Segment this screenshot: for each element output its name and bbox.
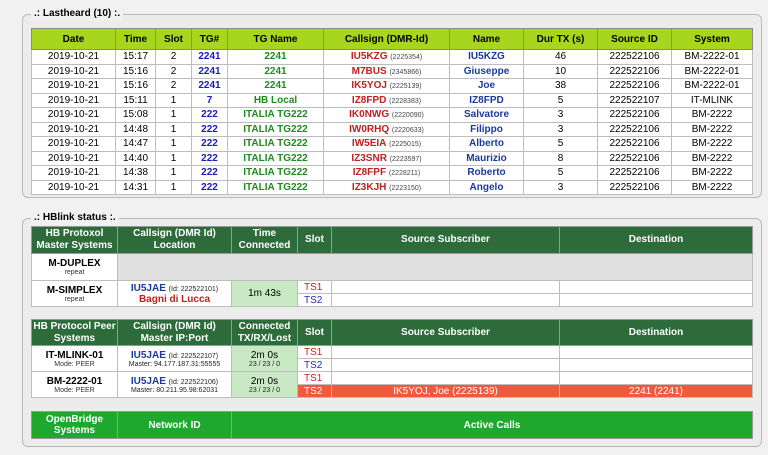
callsign-cell bbox=[324, 166, 450, 181]
duration-cell: 8 bbox=[524, 151, 598, 166]
time-cell: 15:16 bbox=[116, 64, 156, 79]
tg-cell: 222 bbox=[192, 180, 228, 195]
tg-cell: 2241 bbox=[192, 79, 228, 94]
peer-row-ts1 bbox=[32, 372, 753, 385]
col-tg: TG# bbox=[192, 29, 228, 50]
source-id-cell: 222522106 bbox=[598, 137, 672, 152]
tg-name-cell: 2241 bbox=[228, 79, 324, 94]
date-cell: 2019-10-21 bbox=[32, 122, 116, 137]
master-mode: repeat bbox=[64, 295, 85, 303]
slot-ts2: TS2 bbox=[298, 294, 332, 307]
callsign: IW0RHQ bbox=[349, 123, 390, 135]
master-header-row bbox=[32, 227, 753, 254]
dmr-id: (2223150) bbox=[389, 184, 422, 192]
peer-source-header: Source Subscriber bbox=[332, 320, 560, 346]
date-cell: 2019-10-21 bbox=[32, 151, 116, 166]
system-cell: BM-2222-01 bbox=[672, 64, 753, 79]
date-cell: 2019-10-21 bbox=[32, 64, 116, 79]
destination-active: 2241 (2241) bbox=[560, 385, 753, 398]
openbridge-systems-header: OpenBridge Systems bbox=[32, 412, 118, 439]
peer-callsign-cell bbox=[118, 372, 232, 398]
tg-cell: 222 bbox=[192, 122, 228, 137]
date-cell: 2019-10-21 bbox=[32, 108, 116, 123]
master-slot-header: Slot bbox=[298, 227, 332, 254]
time-cell: 14:40 bbox=[116, 151, 156, 166]
peer-proto-header: HB Protocol Peer Systems bbox=[33, 320, 116, 344]
source-subscriber-ts1 bbox=[332, 372, 560, 385]
time-cell: 15:17 bbox=[116, 50, 156, 65]
duration-cell: 46 bbox=[524, 50, 598, 65]
slot-cell: 2 bbox=[156, 50, 192, 65]
date-cell: 2019-10-21 bbox=[32, 50, 116, 65]
date-cell: 2019-10-21 bbox=[32, 137, 116, 152]
peer-dmr-id: (Id: 222522106) bbox=[168, 378, 219, 386]
source-id-cell: 222522106 bbox=[598, 122, 672, 137]
peer-callsign: IU5JAE bbox=[130, 349, 166, 361]
peer-mode: Mode: PEER bbox=[54, 386, 95, 394]
peer-connected-cell bbox=[232, 346, 298, 372]
callsign-cell bbox=[324, 64, 450, 79]
lastheard-panel bbox=[22, 8, 762, 198]
master-mode: repeat bbox=[64, 269, 85, 276]
master-time-header: Time Connected bbox=[232, 227, 298, 254]
slot-cell: 1 bbox=[156, 137, 192, 152]
master-dest-header: Destination bbox=[560, 227, 753, 254]
callsign-cell bbox=[324, 151, 450, 166]
lastheard-row bbox=[32, 79, 753, 94]
lastheard-row bbox=[32, 93, 753, 108]
callsign: IW5EIA bbox=[351, 138, 387, 150]
callsign-cell bbox=[324, 93, 450, 108]
tg-cell: 7 bbox=[192, 93, 228, 108]
destination-ts2 bbox=[560, 294, 753, 307]
master-proto-header: HB Protoxol Master Systems bbox=[32, 227, 118, 254]
master-dmr-id: (Id: 222522101) bbox=[168, 285, 219, 293]
tg-name-cell: HB Local bbox=[228, 93, 324, 108]
lastheard-row bbox=[32, 122, 753, 137]
slot-cell: 1 bbox=[156, 93, 192, 108]
tg-cell: 2241 bbox=[192, 64, 228, 79]
peer-connected-cell bbox=[232, 372, 298, 398]
hblink-title: .: HBlink status :. bbox=[31, 211, 119, 225]
name-cell: Giuseppe bbox=[450, 64, 524, 79]
master-name: M-SIMPLEX bbox=[46, 284, 103, 296]
peer-stats: 23 / 23 / 0 bbox=[248, 386, 281, 394]
destination-ts1 bbox=[560, 281, 753, 294]
tg-name-cell: ITALIA TG222 bbox=[228, 166, 324, 181]
lastheard-rows bbox=[32, 50, 753, 195]
lastheard-header-row bbox=[32, 29, 753, 50]
col-callsign: Callsign (DMR-Id) bbox=[324, 29, 450, 50]
duration-cell: 38 bbox=[524, 79, 598, 94]
callsign: IK5YOJ bbox=[351, 80, 387, 92]
slot-cell: 1 bbox=[156, 180, 192, 195]
peer-header-row bbox=[32, 320, 753, 346]
system-cell: BM-2222 bbox=[672, 122, 753, 137]
name-cell: Salvatore bbox=[450, 108, 524, 123]
dmr-id: (2223597) bbox=[389, 155, 422, 163]
callsign: IK0NWG bbox=[349, 109, 390, 121]
tg-cell: 2241 bbox=[192, 50, 228, 65]
callsign: IZ8FPF bbox=[352, 167, 387, 179]
destination-ts1 bbox=[560, 346, 753, 359]
name-cell: Roberto bbox=[450, 166, 524, 181]
slot-cell: 1 bbox=[156, 108, 192, 123]
dmr-id: (2225139) bbox=[389, 83, 422, 91]
master-location: Bagni di Lucca bbox=[138, 293, 211, 305]
source-subscriber-ts2 bbox=[332, 294, 560, 307]
peer-connected-header: Connected TX/RX/Lost bbox=[232, 320, 298, 346]
peer-callsign-cell bbox=[118, 346, 232, 372]
callsign: IU5KZG bbox=[350, 51, 388, 63]
col-name: Name bbox=[450, 29, 524, 50]
openbridge-header-row bbox=[32, 412, 753, 439]
master-row-simplex-ts1 bbox=[32, 281, 753, 294]
peer-systems-table bbox=[31, 319, 753, 398]
dmr-id: (2345866) bbox=[389, 68, 422, 76]
dmr-id: (2220090) bbox=[391, 112, 424, 120]
time-cell: 15:11 bbox=[116, 93, 156, 108]
dmr-id: (2228211) bbox=[388, 170, 421, 178]
master-empty-cell bbox=[118, 254, 753, 281]
col-source-id: Source ID bbox=[598, 29, 672, 50]
peer-system-cell bbox=[32, 346, 118, 372]
lastheard-row bbox=[32, 108, 753, 123]
duration-cell: 3 bbox=[524, 180, 598, 195]
destination-ts1 bbox=[560, 372, 753, 385]
master-callsign: IU5JAE bbox=[130, 282, 166, 294]
system-cell: BM-2222 bbox=[672, 137, 753, 152]
peer-dest-header: Destination bbox=[560, 320, 753, 346]
master-source-header: Source Subscriber bbox=[332, 227, 560, 254]
col-tg-name: TG Name bbox=[228, 29, 324, 50]
date-cell: 2019-10-21 bbox=[32, 79, 116, 94]
tg-name-cell: ITALIA TG222 bbox=[228, 180, 324, 195]
duration-cell: 5 bbox=[524, 166, 598, 181]
tg-cell: 222 bbox=[192, 151, 228, 166]
tg-name-cell: ITALIA TG222 bbox=[228, 108, 324, 123]
tg-cell: 222 bbox=[192, 137, 228, 152]
duration-cell: 5 bbox=[524, 93, 598, 108]
dmr-id: (2228383) bbox=[389, 97, 422, 105]
master-time-connected: 1m 43s bbox=[232, 281, 298, 307]
col-date: Date bbox=[32, 29, 116, 50]
name-cell: Maurizio bbox=[450, 151, 524, 166]
system-cell: BM-2222 bbox=[672, 151, 753, 166]
slot-cell: 2 bbox=[156, 79, 192, 94]
master-systems-table bbox=[31, 226, 753, 307]
peer-system-cell bbox=[32, 372, 118, 398]
callsign-cell bbox=[324, 122, 450, 137]
peer-master-ip: Master: 80.211.95.98:62031 bbox=[130, 386, 219, 394]
source-id-cell: 222522106 bbox=[598, 151, 672, 166]
tg-name-cell: ITALIA TG222 bbox=[228, 137, 324, 152]
slot-cell: 2 bbox=[156, 64, 192, 79]
lastheard-title: .: Lastheard (10) :. bbox=[31, 7, 123, 21]
source-id-cell: 222522107 bbox=[598, 93, 672, 108]
slot-ts1: TS1 bbox=[298, 281, 332, 294]
name-cell: Angelo bbox=[450, 180, 524, 195]
name-cell: Filippo bbox=[450, 122, 524, 137]
slot-cell: 1 bbox=[156, 151, 192, 166]
system-cell: BM-2222 bbox=[672, 180, 753, 195]
tg-name-cell: ITALIA TG222 bbox=[228, 122, 324, 137]
lastheard-row bbox=[32, 180, 753, 195]
source-subscriber-active: IK5YOJ, Joe (2225139) bbox=[332, 385, 560, 398]
time-cell: 14:47 bbox=[116, 137, 156, 152]
date-cell: 2019-10-21 bbox=[32, 180, 116, 195]
time-cell: 14:48 bbox=[116, 122, 156, 137]
col-duration: Dur TX (s) bbox=[524, 29, 598, 50]
tg-name-cell: 2241 bbox=[228, 50, 324, 65]
peer-name: IT-MLINK-01 bbox=[45, 349, 104, 361]
dmr-id: (2225015) bbox=[389, 141, 422, 149]
source-id-cell: 222522106 bbox=[598, 108, 672, 123]
master-name: M-DUPLEX bbox=[48, 258, 101, 269]
source-subscriber-ts2 bbox=[332, 359, 560, 372]
openbridge-network-header: Network ID bbox=[118, 412, 232, 439]
slot-ts1: TS1 bbox=[298, 346, 332, 359]
callsign: M7BUS bbox=[351, 65, 387, 77]
duration-cell: 3 bbox=[524, 108, 598, 123]
name-cell: IU5KZG bbox=[450, 50, 524, 65]
tg-name-cell: 2241 bbox=[228, 64, 324, 79]
source-id-cell: 222522106 bbox=[598, 64, 672, 79]
source-id-cell: 222522106 bbox=[598, 166, 672, 181]
col-system: System bbox=[672, 29, 753, 50]
peer-time: 2m 0s bbox=[250, 375, 279, 387]
system-cell: BM-2222-01 bbox=[672, 50, 753, 65]
system-cell: BM-2222-01 bbox=[672, 79, 753, 94]
dmr-id: (2220633) bbox=[391, 126, 424, 134]
date-cell: 2019-10-21 bbox=[32, 93, 116, 108]
lastheard-row bbox=[32, 151, 753, 166]
col-time: Time bbox=[116, 29, 156, 50]
peer-master-ip: Master: 94.177.187.31:55555 bbox=[128, 360, 221, 368]
system-cell: BM-2222 bbox=[672, 166, 753, 181]
peer-dmr-id: (Id: 222522107) bbox=[168, 352, 219, 360]
peer-name: BM-2222-01 bbox=[46, 375, 103, 387]
duration-cell: 5 bbox=[524, 137, 598, 152]
hblink-status-panel bbox=[22, 212, 762, 447]
source-id-cell: 222522106 bbox=[598, 50, 672, 65]
peer-slot-header: Slot bbox=[298, 320, 332, 346]
destination-ts2 bbox=[560, 359, 753, 372]
name-cell: IZ8FPD bbox=[450, 93, 524, 108]
date-cell: 2019-10-21 bbox=[32, 166, 116, 181]
slot-ts2: TS2 bbox=[298, 385, 332, 398]
peer-callsign: IU5JAE bbox=[130, 375, 166, 387]
peer-mode: Mode: PEER bbox=[54, 360, 95, 368]
lastheard-row bbox=[32, 50, 753, 65]
peer-row-ts1 bbox=[32, 346, 753, 359]
openbridge-calls-header: Active Calls bbox=[232, 412, 753, 439]
name-cell: Alberto bbox=[450, 137, 524, 152]
lastheard-row bbox=[32, 137, 753, 152]
system-cell: BM-2222 bbox=[672, 108, 753, 123]
tg-cell: 222 bbox=[192, 166, 228, 181]
time-cell: 14:31 bbox=[116, 180, 156, 195]
time-cell: 15:16 bbox=[116, 79, 156, 94]
master-system-cell bbox=[32, 254, 118, 281]
slot-cell: 1 bbox=[156, 166, 192, 181]
peer-callsign-header: Callsign (DMR Id) Master IP:Port bbox=[118, 320, 232, 346]
source-subscriber-ts1 bbox=[332, 281, 560, 294]
col-slot: Slot bbox=[156, 29, 192, 50]
lastheard-row bbox=[32, 64, 753, 79]
callsign-cell bbox=[324, 180, 450, 195]
peer-time: 2m 0s bbox=[250, 349, 279, 361]
callsign: IZ3SNR bbox=[351, 152, 387, 164]
master-row-duplex bbox=[32, 254, 753, 281]
peer-stats: 23 / 23 / 0 bbox=[248, 360, 281, 368]
lastheard-row bbox=[32, 166, 753, 181]
time-cell: 15:08 bbox=[116, 108, 156, 123]
callsign-cell bbox=[324, 137, 450, 152]
system-cell: IT-MLINK bbox=[672, 93, 753, 108]
master-callsign-cell bbox=[118, 281, 232, 307]
tg-name-cell: ITALIA TG222 bbox=[228, 151, 324, 166]
tg-cell: 222 bbox=[192, 108, 228, 123]
callsign-cell bbox=[324, 108, 450, 123]
source-subscriber-ts1 bbox=[332, 346, 560, 359]
callsign-cell bbox=[324, 50, 450, 65]
openbridge-table bbox=[31, 411, 753, 439]
dmr-id: (2225354) bbox=[390, 54, 423, 62]
duration-cell: 10 bbox=[524, 64, 598, 79]
master-system-cell bbox=[32, 281, 118, 307]
callsign: IZ3KJH bbox=[351, 181, 387, 193]
callsign-cell bbox=[324, 79, 450, 94]
name-cell: Joe bbox=[450, 79, 524, 94]
master-callsign-header: Callsign (DMR Id) Location bbox=[118, 227, 232, 254]
callsign: IZ8FPD bbox=[351, 94, 387, 106]
slot-ts2: TS2 bbox=[298, 359, 332, 372]
slot-cell: 1 bbox=[156, 122, 192, 137]
time-cell: 14:38 bbox=[116, 166, 156, 181]
source-id-cell: 222522106 bbox=[598, 180, 672, 195]
lastheard-table bbox=[31, 28, 753, 195]
duration-cell: 3 bbox=[524, 122, 598, 137]
source-id-cell: 222522106 bbox=[598, 79, 672, 94]
slot-ts1: TS1 bbox=[298, 372, 332, 385]
